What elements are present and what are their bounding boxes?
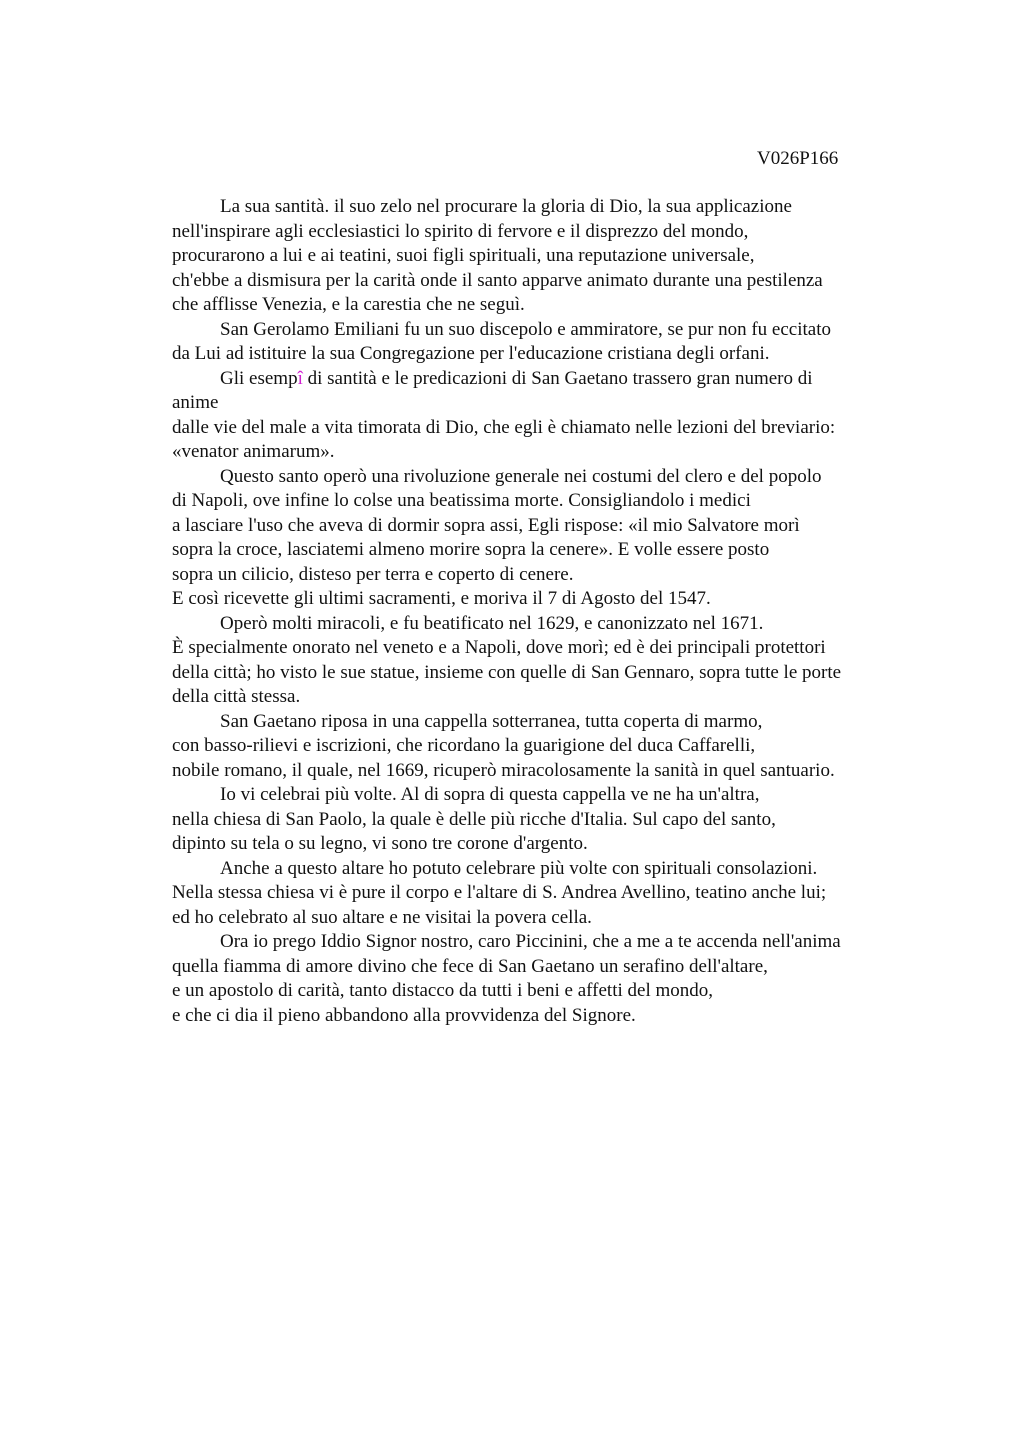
document-body — [172, 195, 912, 1028]
text-line: della città; ho visto le sue statue, insieme con quelle di San Gennaro, sopra tutte le porte — [172, 661, 842, 683]
text-line: Anche a questo altare ho potuto celebrare più volte con spirituali consolazioni. — [220, 857, 818, 879]
text-line: a lasciare l'uso che aveva di dormir sopra assi, Egli rispose: «il mio Salvatore morì — [172, 514, 800, 536]
text-line: È specialmente onorato nel veneto e a Napoli, dove morì; ed è dei principali protettori — [172, 637, 826, 658]
text-line: Ora io prego Iddio Signor nostro, caro Piccinini, che a me a te accenda nell'anima — [220, 931, 841, 952]
text-line: che afflisse Venezia, e la carestia che ne seguì. — [172, 294, 525, 315]
text-line: di Napoli, ove infine lo colse una beatissima morte. Consigliandolo i medici — [172, 490, 751, 511]
text-line: Io vi celebrai più volte. Al di sopra di questa cappella ve ne ha un'altra, — [220, 784, 760, 805]
text-line: Questo santo operò una rivoluzione generale nei costumi del clero e del popolo — [220, 465, 822, 487]
text-line: nobile romano, il quale, nel 1669, ricuperò miracolosamente la sanità in quel santuario. — [172, 759, 835, 781]
text-line: dalle vie del male a vita timorata di Dio, che egli è chiamato nelle lezioni del breviario: — [172, 416, 836, 438]
text-line: Operò molti miracoli, e fu beatificato nel 1629, e canonizzato nel 1671. — [220, 612, 764, 634]
text-line: La sua santità. il suo zelo nel procurare la gloria di Dio, la sua applicazione — [220, 196, 792, 217]
text-line: da Lui ad istituire la sua Congregazione per l'educazione cristiana degli orfani. — [172, 343, 770, 364]
text-line: quella fiamma di amore divino che fece di San Gaetano un serafino dell'altare, — [172, 955, 768, 977]
text-line: nella chiesa di San Paolo, la quale è delle più ricche d'Italia. Sul capo del santo, — [172, 808, 776, 830]
text-line: anime — [172, 392, 219, 413]
text-line: della città stessa. — [172, 686, 301, 707]
text-line: procurarono a lui e ai teatini, suoi figli spirituali, una reputazione universale, — [172, 245, 755, 266]
text-line: e che ci dia il pieno abbandono alla provvidenza del Signore. — [172, 1004, 636, 1026]
text-line: sopra la croce, lasciatemi almeno morire sopra la cenere». E volle essere posto — [172, 539, 770, 560]
text-line: ed ho celebrato al suo altare e ne visitai la povera cella. — [172, 906, 592, 928]
text-line: e un apostolo di carità, tanto distacco da tutti i beni e affetti del mondo, — [172, 980, 713, 1001]
text-line: «venator animarum». — [172, 441, 335, 462]
text-segment: di santità e le predicazioni di San Gaetano trassero gran numero di — [302, 367, 813, 389]
text-line — [172, 367, 912, 392]
highlighted-character: î — [297, 367, 303, 389]
text-segment: Gli esemp — [220, 367, 298, 389]
text-line: dipinto su tela o su legno, vi sono tre corone d'argento. — [172, 833, 588, 854]
text-line: ch'ebbe a dismisura per la carità onde il santo apparve animato durante una pestilenza — [172, 269, 823, 291]
text-line: con basso-rilievi e iscrizioni, che ricordano la guarigione del duca Caffarelli, — [172, 735, 756, 756]
text-line: nell'inspirare agli ecclesiastici lo spirito di fervore e il disprezzo del mondo, — [172, 220, 749, 242]
text-line: Nella stessa chiesa vi è pure il corpo e l'altare di S. Andrea Avellino, teatino anche lui; — [172, 882, 827, 903]
text-line: E così ricevette gli ultimi sacramenti, e moriva il 7 di Agosto del 1547. — [172, 588, 711, 609]
text-line: sopra un cilicio, disteso per terra e coperto di cenere. — [172, 563, 574, 585]
text-line: San Gaetano riposa in una cappella sotterranea, tutta coperta di marmo, — [220, 710, 763, 732]
page-identifier: V026P166 — [757, 148, 839, 169]
text-line: San Gerolamo Emiliani fu un suo discepolo e ammiratore, se pur non fu eccitato — [220, 318, 831, 340]
